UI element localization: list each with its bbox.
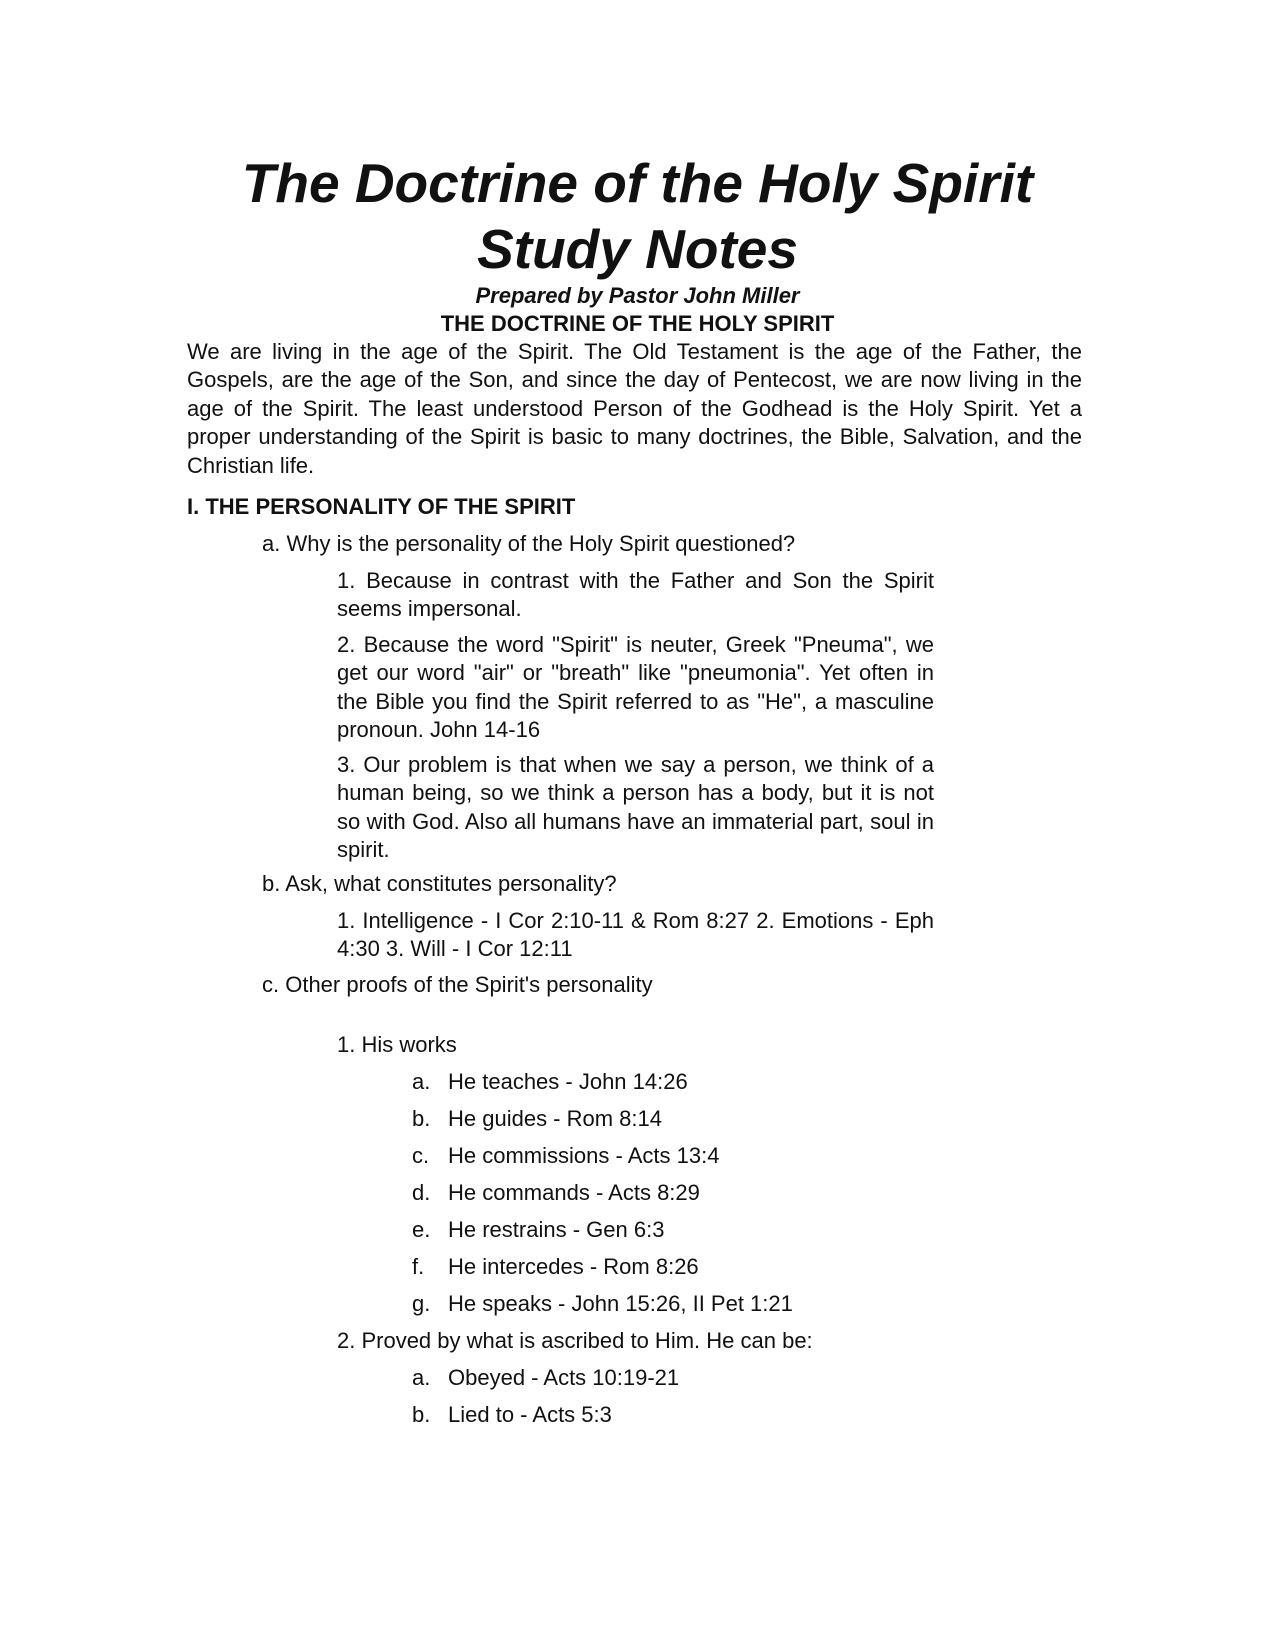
works-item-text: He guides - Rom 8:14 (448, 1106, 662, 1131)
author-byline: Prepared by Pastor John Miller (475, 283, 800, 308)
section-heading-personality: I. THE PERSONALITY OF THE SPIRIT (187, 494, 576, 519)
works-item-text: He intercedes - Rom 8:26 (448, 1254, 699, 1279)
question-a-point-2: 2. Because the word "Spirit" is neuter, Greek "Pneuma", we get our word "air" or "breath" like "pneumonia". Yet often in the Bible you find the Spirit referred to as "He", a masculine pronoun. John 14-16 (337, 632, 934, 743)
works-item-marker: f. (412, 1254, 425, 1279)
works-item-marker: a. (412, 1069, 431, 1094)
works-heading: 1. His works (337, 1032, 457, 1057)
works-item-text: He restrains - Gen 6:3 (448, 1217, 665, 1242)
works-item (412, 1290, 793, 1318)
question-b-heading: b. Ask, what constitutes personality? (262, 871, 617, 896)
ascribed-item-text: Lied to - Acts 5:3 (448, 1402, 612, 1427)
works-item-text: He teaches - John 14:26 (448, 1069, 688, 1094)
works-item-marker: g. (412, 1291, 431, 1316)
question-a-point-3: 3. Our problem is that when we say a person, we think of a human being, so we think a person has a body, but it is not so with God. Also all humans have an immaterial part, soul in spirit. (337, 752, 934, 863)
ascribed-heading: 2. Proved by what is ascribed to Him. He can be: (337, 1328, 813, 1353)
ascribed-item (412, 1401, 612, 1429)
works-item (412, 1068, 688, 1096)
works-item-marker: c. (412, 1143, 430, 1168)
works-item (412, 1142, 719, 1170)
intro-paragraph: We are living in the age of the Spirit. The Old Testament is the age of the Father, the Gospels, are the age of the Son, and since the day of Pentecost, we are now living in the age of the Spirit. The least understood Person of the Godhead is the Holy Spirit. Yet a proper understanding of the Spirit is basic to many doctrines, the Bible, Salvation, and the Christian life. (187, 339, 1082, 478)
works-item-text: He commissions - Acts 13:4 (448, 1143, 720, 1168)
ascribed-item-text: Obeyed - Acts 10:19-21 (448, 1365, 680, 1390)
document-title-line-2: Study Notes (477, 218, 798, 280)
ascribed-item-marker: a. (412, 1365, 431, 1390)
works-item-marker: e. (412, 1217, 431, 1242)
ascribed-item-marker: b. (412, 1402, 431, 1427)
works-item (412, 1216, 664, 1244)
question-c-heading: c. Other proofs of the Spirit's personality (262, 972, 653, 997)
document-title-line-1: The Doctrine of the Holy Spirit (241, 152, 1034, 214)
question-b-text: 1. Intelligence - I Cor 2:10-11 & Rom 8:27 2. Emotions - Eph 4:30 3. Will - I Cor 12:11 (337, 908, 934, 962)
ascribed-item (412, 1364, 679, 1392)
question-a-point-1: 1. Because in contrast with the Father and Son the Spirit seems impersonal. (337, 568, 934, 622)
document-subheading: THE DOCTRINE OF THE HOLY SPIRIT (440, 311, 835, 336)
works-item-marker: d. (412, 1180, 431, 1205)
works-item (412, 1253, 699, 1281)
works-item (412, 1179, 700, 1207)
works-item (412, 1105, 662, 1133)
works-item-marker: b. (412, 1106, 431, 1131)
question-a-heading: a. Why is the personality of the Holy Spirit questioned? (262, 531, 796, 556)
works-item-text: He commands - Acts 8:29 (448, 1180, 700, 1205)
works-item-text: He speaks - John 15:26, II Pet 1:21 (448, 1291, 793, 1316)
